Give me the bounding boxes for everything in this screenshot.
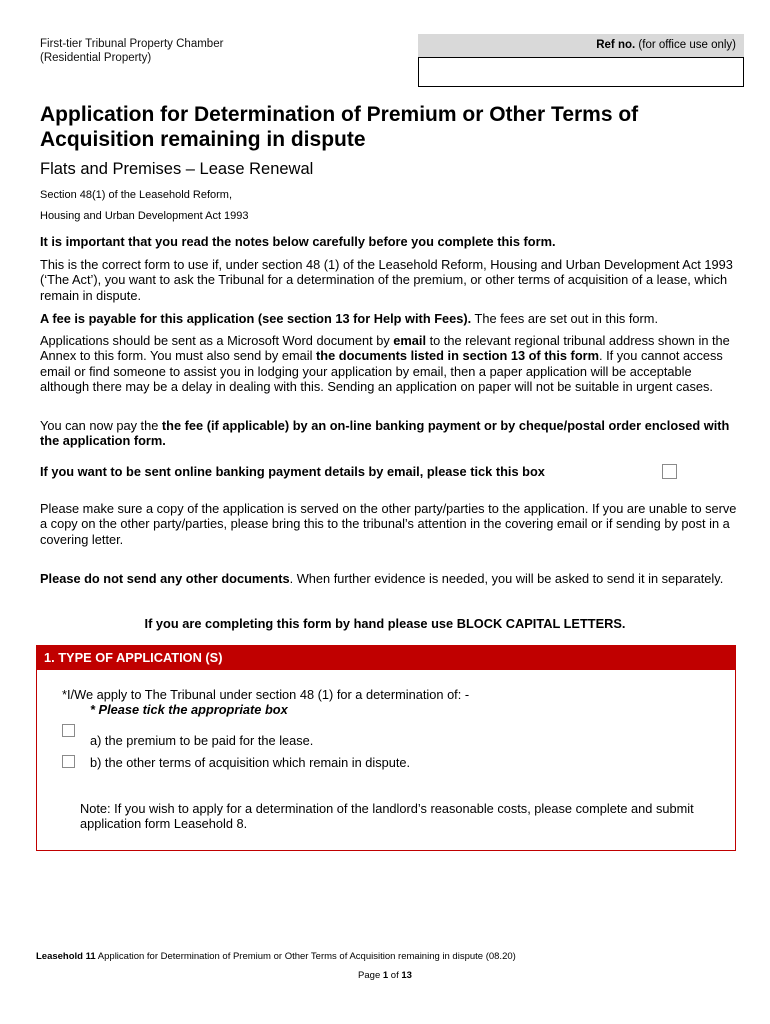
page-subtitle: Flats and Premises – Lease Renewal (40, 160, 314, 178)
service-paragraph: Please make sure a copy of the application is served on the other party/parties to the application. If you are unable to serve a copy on the other party/parties, please bring this to the tribunal’s attention in the covering email or if sending by post in a covering letter. (40, 501, 737, 547)
ref-note: (for office use only) (635, 39, 736, 51)
page-current: 1 (382, 970, 389, 981)
title-line-2: Acquisition remaining in dispute (40, 128, 366, 151)
email-bold-word: email (393, 333, 427, 348)
email-bold-docs: the documents listed in section 13 of this form (316, 348, 599, 364)
important-notice: It is important that you read the notes below carefully before you complete this form. (40, 234, 556, 249)
online-banking-tick-label: If you want to be sent online banking payment details by email, please tick this box (40, 464, 545, 479)
email-text-3: . If you cannot access email or find someone to assist you in lodging your application by email, then a paper application will be acceptable although there may be a delay in dealing with this. Sending an application on paper will not be suitable in urgent cases. (40, 348, 723, 395)
documents-text: . When further evidence is needed, you will be asked to send it in separately. (289, 571, 724, 586)
fee-bold: A fee is payable for this application (see section 13 for Help with Fees). (40, 311, 472, 326)
documents-bold: Please do not send any other documents (40, 571, 290, 586)
footer-form-code: Leasehold 11 (36, 951, 96, 962)
section-1-intro: *I/We apply to The Tribunal under section 48 (1) for a determination of: - (62, 687, 470, 702)
footer-form-name (36, 951, 516, 963)
section-reference-line-2: Housing and Urban Development Act 1993 (40, 210, 249, 222)
ref-label: Ref no. (596, 39, 636, 51)
option-a-checkbox[interactable] (62, 724, 75, 737)
page-of: of (388, 970, 402, 981)
payment-paragraph (40, 418, 740, 449)
org-line-2: (Residential Property) (40, 52, 152, 64)
payment-text: You can now pay the (40, 418, 162, 433)
payment-bold: the fee (if applicable) by an on-line banking payment or by cheque/postal order enclosed with the application form. (40, 418, 730, 449)
title-line-1: Application for Determination of Premium or Other Terms of (40, 103, 639, 126)
online-banking-checkbox[interactable] (662, 464, 677, 479)
page-word: Page (358, 970, 383, 981)
section-1-heading: 1. TYPE OF APPLICATION (S) (36, 645, 736, 670)
page-number (0, 970, 770, 981)
email-paragraph (40, 333, 740, 395)
fee-rest: The fees are set out in this form. (471, 311, 659, 326)
documents-paragraph (40, 571, 740, 586)
section-1-tick-note: * Please tick the appropriate box (90, 702, 288, 717)
organisation-name (40, 37, 223, 65)
section-1-note: Note: If you wish to apply for a determination of the landlord’s reasonable costs, please complete and submit application form Leasehold 8. (80, 801, 694, 832)
email-text-1: Applications should be sent as a Microsoft Word document by (40, 333, 394, 348)
org-line-1: First-tier Tribunal Property Chamber (40, 38, 224, 50)
block-capitals-notice: If you are completing this form by hand please use BLOCK CAPITAL LETTERS. (144, 616, 626, 631)
fee-paragraph (40, 311, 740, 326)
intro-paragraph: This is the correct form to use if, under section 48 (1) of the Leasehold Reform, Housing and Urban Development Act 1993 (‘The Act’), you want to ask the Tribunal for a determination of the premium, or other terms of acquisition of a lease, which remain in dispute. (40, 257, 733, 303)
option-b-checkbox[interactable] (62, 755, 75, 768)
ref-no-field[interactable] (418, 57, 744, 87)
page-title (40, 102, 740, 152)
page-total: 13 (401, 970, 412, 981)
option-a-label: a) the premium to be paid for the lease. (90, 733, 314, 748)
email-text-2: to the relevant regional tribunal address shown in the Annex to this form. You must also send by email (40, 333, 730, 364)
ref-no-label (418, 34, 744, 57)
footer-form-desc: Application for Determination of Premium or Other Terms of Acquisition remaining in dispute (08.20) (95, 951, 516, 962)
option-b-label: b) the other terms of acquisition which remain in dispute. (90, 755, 411, 770)
section-reference-line-1: Section 48(1) of the Leasehold Reform, (40, 189, 233, 201)
